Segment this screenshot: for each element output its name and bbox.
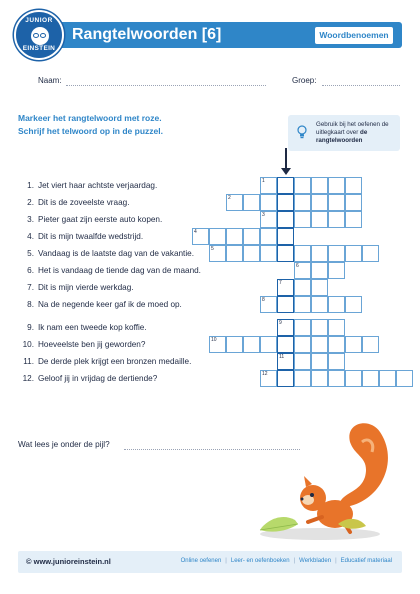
sentence-item	[18, 249, 194, 258]
puzzle-cell[interactable]	[345, 336, 362, 353]
puzzle-cell[interactable]	[294, 177, 311, 194]
sentence-text[interactable]: Dit is mijn twaalfde wedstrijd.	[38, 232, 144, 241]
sentence-text[interactable]: Jet viert haar achtste verjaardag.	[38, 181, 158, 190]
puzzle-cell[interactable]	[260, 336, 277, 353]
puzzle-cell[interactable]	[294, 245, 311, 262]
lightbulb-icon	[296, 125, 308, 139]
puzzle-cell[interactable]	[345, 194, 362, 211]
puzzle-cell[interactable]	[345, 211, 362, 228]
puzzle-cell[interactable]	[294, 370, 311, 387]
clue-number: 12	[262, 371, 268, 377]
sentence-text[interactable]: Na de negende keer gaf ik de moed op.	[38, 300, 182, 309]
solution-cell[interactable]	[277, 370, 294, 387]
sentence-text[interactable]: De derde plek krijgt een bronzen medaille.	[38, 357, 192, 366]
puzzle-cell[interactable]	[209, 228, 226, 245]
clue-number: 11	[279, 354, 285, 360]
solution-cell[interactable]	[277, 296, 294, 313]
sentence-number: 4.	[27, 232, 34, 241]
puzzle-cell[interactable]	[260, 228, 277, 245]
sentence-number: 3.	[27, 215, 34, 224]
footer-separator: |	[293, 558, 296, 564]
footer-link[interactable]: Online oefenen	[180, 558, 222, 564]
clue-number: 5	[211, 246, 214, 252]
glasses-icon	[40, 33, 46, 38]
footer	[18, 551, 402, 573]
footer-links	[179, 558, 394, 564]
sentence-number: 8.	[27, 300, 34, 309]
puzzle-cell[interactable]	[328, 336, 345, 353]
category-badge: Woordbenoemen	[315, 27, 393, 44]
squirrel-illustration	[250, 412, 400, 542]
puzzle-cell[interactable]	[362, 370, 379, 387]
sentence-item	[18, 215, 162, 224]
puzzle-cell[interactable]	[311, 279, 328, 296]
solution-cell[interactable]	[277, 211, 294, 228]
puzzle-cell[interactable]	[311, 194, 328, 211]
clue-number: 10	[211, 337, 217, 343]
group-field[interactable]	[322, 85, 400, 86]
puzzle-cell[interactable]	[362, 245, 379, 262]
puzzle-cell[interactable]	[226, 228, 243, 245]
puzzle-cell[interactable]	[311, 296, 328, 313]
clue-number: 4	[194, 229, 197, 235]
puzzle-cell[interactable]	[328, 353, 345, 370]
sentence-text[interactable]: Geloof jij in vrijdag de dertiende?	[38, 374, 158, 383]
sentence-text[interactable]: Pieter gaat zijn eerste auto kopen.	[38, 215, 163, 224]
sentence-item	[18, 357, 191, 366]
puzzle-cell[interactable]	[226, 336, 243, 353]
sentence-number: 9.	[27, 323, 34, 332]
puzzle-cell[interactable]	[243, 245, 260, 262]
sentence-item	[18, 283, 134, 292]
solution-arrow	[285, 148, 287, 170]
puzzle-cell[interactable]	[362, 336, 379, 353]
sentence-item	[18, 266, 201, 275]
puzzle-cell[interactable]	[396, 370, 413, 387]
sentence-item	[18, 181, 157, 190]
puzzle-cell[interactable]	[328, 194, 345, 211]
logo-text-bottom: EINSTEIN	[22, 45, 56, 52]
solution-cell[interactable]	[277, 194, 294, 211]
instruction-line-1: Markeer het rangtelwoord met roze.	[18, 113, 162, 123]
clue-number: 7	[279, 280, 282, 286]
footer-separator: |	[225, 558, 227, 564]
sentence-item	[18, 340, 145, 349]
group-label: Groep:	[292, 76, 317, 85]
puzzle-cell[interactable]	[311, 211, 328, 228]
footer-site-link[interactable]: © www.junioreinstein.nl	[26, 557, 111, 566]
puzzle-cell[interactable]	[328, 319, 345, 336]
clue-number: 1	[262, 178, 265, 184]
sentence-number: 2.	[27, 198, 34, 207]
sentence-text[interactable]: Dit is mijn vierde werkdag.	[38, 283, 134, 292]
tip-box	[288, 115, 400, 151]
sentence-text[interactable]: Hoeveelste ben jij geworden?	[38, 340, 146, 349]
sentence-number: 10.	[22, 340, 34, 349]
puzzle-cell[interactable]	[243, 228, 260, 245]
tip-text	[316, 121, 396, 146]
puzzle-cell[interactable]	[328, 245, 345, 262]
puzzle-cell[interactable]	[311, 370, 328, 387]
sentence-text[interactable]: Het is vandaag de tiende dag van de maand.	[38, 266, 201, 275]
puzzle-cell[interactable]	[294, 336, 311, 353]
puzzle-cell[interactable]	[311, 177, 328, 194]
sentence-number: 12.	[22, 374, 34, 383]
solution-cell[interactable]	[277, 245, 294, 262]
bottom-question: Wat lees je onder de pijl?	[18, 440, 110, 449]
solution-cell[interactable]	[277, 228, 294, 245]
sentence-text[interactable]: Dit is de zoveelste vraag.	[38, 198, 130, 207]
puzzle-cell[interactable]	[345, 177, 362, 194]
puzzle-cell[interactable]	[328, 211, 345, 228]
puzzle-cell[interactable]	[294, 319, 311, 336]
header	[0, 0, 420, 58]
instruction-line-2: Schrijf het telwoord op in de puzzel.	[18, 126, 163, 136]
puzzle-cell[interactable]	[345, 370, 362, 387]
sentence-number: 5.	[27, 249, 34, 258]
sentence-item	[18, 300, 182, 309]
sentence-number: 11.	[23, 357, 34, 366]
glasses-icon	[33, 33, 39, 38]
solution-cell[interactable]	[277, 177, 294, 194]
sentence-text[interactable]: Ik nam een tweede kop koffie.	[38, 323, 147, 332]
name-field[interactable]	[66, 85, 266, 86]
puzzle-cell[interactable]	[328, 370, 345, 387]
puzzle-cell[interactable]	[379, 370, 396, 387]
puzzle-cell[interactable]	[226, 245, 243, 262]
page-title: Rangtelwoorden [6]	[72, 26, 222, 43]
puzzle-cell[interactable]	[294, 296, 311, 313]
logo-text-top: JUNIOR	[25, 17, 53, 24]
clue-number: 9	[279, 320, 282, 326]
sentence-item	[18, 198, 129, 207]
sentence-item	[18, 232, 143, 241]
puzzle-cell[interactable]	[243, 194, 260, 211]
sentence-text[interactable]: Vandaag is de laatste dag van de vakantie.	[38, 249, 194, 258]
solution-cell[interactable]	[277, 336, 294, 353]
footer-link[interactable]: Educatief materiaal	[340, 558, 392, 564]
puzzle-cell[interactable]	[345, 296, 362, 313]
footer-separator: |	[335, 558, 337, 564]
sentence-number: 6.	[27, 266, 34, 275]
puzzle-cell[interactable]	[260, 194, 277, 211]
clue-number: 2	[228, 195, 231, 201]
name-label: Naam:	[38, 76, 62, 85]
sentence-number: 7.	[27, 283, 34, 292]
puzzle-cell[interactable]	[311, 336, 328, 353]
einstein-face-icon	[31, 27, 49, 45]
puzzle-cell[interactable]	[311, 262, 328, 279]
puzzle-cell[interactable]	[294, 194, 311, 211]
puzzle-cell[interactable]	[345, 245, 362, 262]
sentence-item	[18, 374, 157, 383]
puzzle-cell[interactable]	[311, 319, 328, 336]
clue-number: 8	[262, 297, 265, 303]
puzzle-cell[interactable]	[243, 336, 260, 353]
puzzle-cell[interactable]	[260, 245, 277, 262]
arrow-down-icon	[281, 168, 291, 175]
puzzle-cell[interactable]	[294, 353, 311, 370]
sentence-number: 1.	[27, 181, 34, 190]
puzzle-cell[interactable]	[311, 245, 328, 262]
tip-link[interactable]: de rangtelwoorden	[316, 129, 368, 145]
puzzle-cell[interactable]	[311, 353, 328, 370]
tip-text-regular: Gebruik bij het oefenen de uitlegkaart over	[316, 121, 389, 137]
puzzle-cell[interactable]	[328, 296, 345, 313]
junior-einstein-logo	[14, 10, 64, 60]
puzzle-cell[interactable]	[328, 262, 345, 279]
footer-link[interactable]: Leer- en oefenboeken	[230, 558, 290, 564]
clue-number: 6	[296, 263, 299, 269]
footer-link[interactable]: Werkbladen	[299, 558, 332, 564]
puzzle-cell[interactable]	[294, 211, 311, 228]
puzzle-cell[interactable]	[328, 177, 345, 194]
clue-number: 3	[262, 212, 265, 218]
sentence-item	[18, 323, 147, 332]
puzzle-cell[interactable]	[294, 279, 311, 296]
